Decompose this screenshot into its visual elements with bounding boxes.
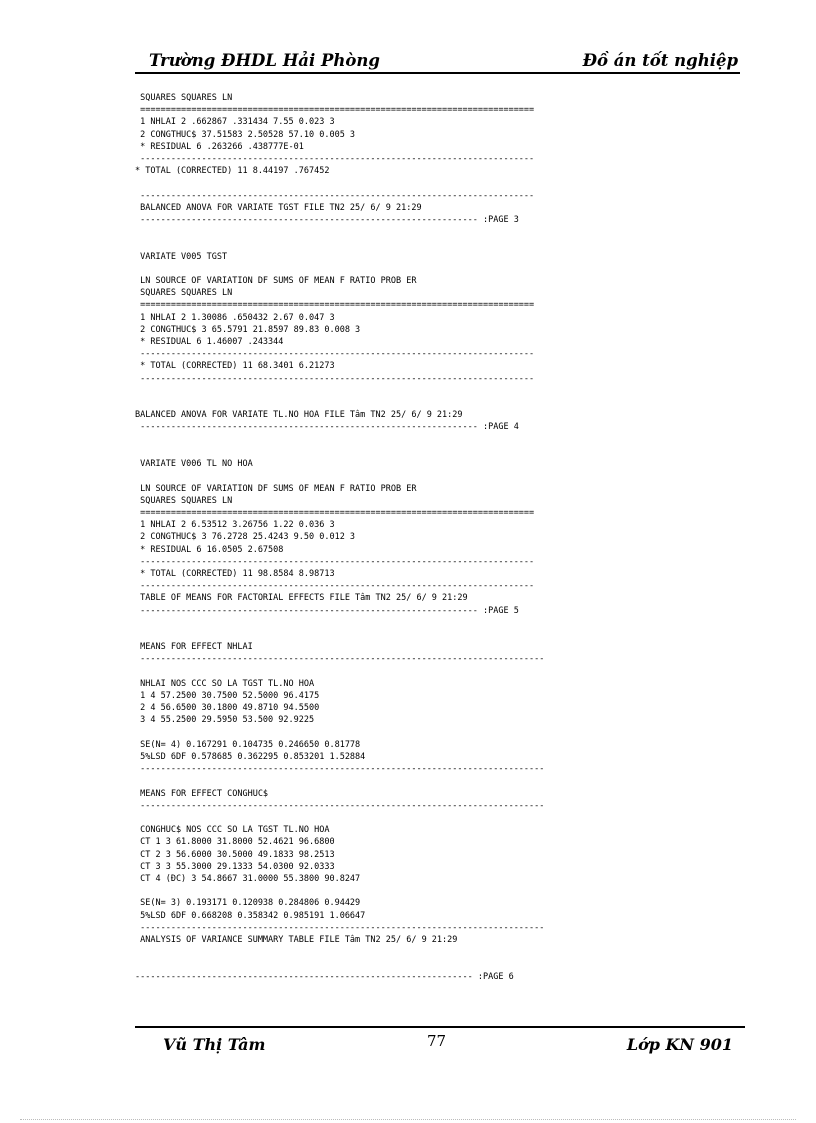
header-title: Đồ án tốt nghiệp [582,51,738,70]
anova-output: SQUARES SQUARES LN ============================================================================= 1 NHLAI 2 .662867 .331434 7.55 0.023 3 2 CONGTHUC$ 37.51583 2.50528 57.10 0.005 3 * RESIDUAL 6 .263266 .438777E-01 ----------------------------------------------------------------------------- * TOTAL (CORRECTED) 11 8.44197 .767452 ----------------------------------------------------------------------------- BALANCED ANOVA FOR VARIATE TGST FILE TN2 25/ 6/ 9 21:29 ------------------------------------------------------------------ :PAGE 3 VARIATE V005 TGST LN SOURCE OF VARIATION DF SUMS OF MEAN F RATIO PROB ER SQUARES SQUARES LN ============================================================================= 1 NHLAI 2 1.30086 .650432 2.67 0.047 3 2 CONGTHUC$ 3 65.5791 21.8597 89.83 0.008 3 * RESIDUAL 6 1.46007 .243344 ----------------------------------------------------------------------------- * TOTAL (CORRECTED) 11 68.3401 6.21273 ----------------------------------------------------------------------------- BALANCED ANOVA FOR VARIATE TL.NO HOA FILE Tâm TN2 25/ 6/ 9 21:29 ------------------------------------------------------------------ :PAGE 4 VARIATE V006 TL NO HOA LN SOURCE OF VARIATION DF SUMS OF MEAN F RATIO PROB ER SQUARES SQUARES LN ============================================================================= 1 NHLAI 2 6.53512 3.26756 1.22 0.036 3 2 CONGTHUC$ 3 76.2728 25.4243 9.50 0.012 3 * RESIDUAL 6 16.0505 2.67508 ----------------------------------------------------------------------------- * TOTAL (CORRECTED) 11 98.8584 8.98713 ----------------------------------------------------------------------------- TABLE OF MEANS FOR FACTORIAL EFFECTS FILE Tâm TN2 25/ 6/ 9 21:29 ------------------------------------------------------------------ :PAGE 5 MEANS FOR EFFECT NHLAI ------------------------------------------------------------------------------- NHLAI NOS CCC SO LA TGST TL.NO HOA 1 4 57.2500 30.7500 52.5000 96.4175 2 4 56.6500 30.1800 49.8710 94.5500 3 4 55.2500 29.5950 53.500 92.9225 SE(N= 4) 0.167291 0.104735 0.246650 0.81778 5%LSD 6DF 0.578685 0.362295 0.853201 1.52884 ------------------------------------------------------------------------------- MEANS FOR EFFECT CONGHUC$ ------------------------------------------------------------------------------- CONGHUC$ NOS CCC SO LA TGST TL.NO HOA CT 1 3 61.8000 31.8000 52.4621 96.6800 CT 2 3 56.6000 30.5000 49.1833 98.2513 CT 3 3 55.3000 29.1333 54.0300 92.0333 CT 4 (ĐC) 3 54.8667 31.0000 55.3800 90.8247 SE(N= 3) 0.193171 0.120938 0.284806 0.94429 5%LSD 6DF 0.668208 0.358342 0.985191 1.06647 ------------------------------------------------------------------------------- ANALYSIS OF VARIANCE SUMMARY TABLE FILE Tâm TN2 25/ 6/ 9 21:29 ------------------------------------------------------------------ :PAGE 6 [135,93,545,982]
page-edge-divider [20,1119,796,1120]
footer-page-number: 77 [427,1032,447,1050]
footer-class: Lớp KN 901 [626,1035,733,1054]
page-header [135,50,740,74]
footer-author: Vũ Thị Tâm [163,1035,266,1054]
page-footer [135,1026,745,1068]
header-school: Trường ĐHDL Hải Phòng [149,51,380,70]
